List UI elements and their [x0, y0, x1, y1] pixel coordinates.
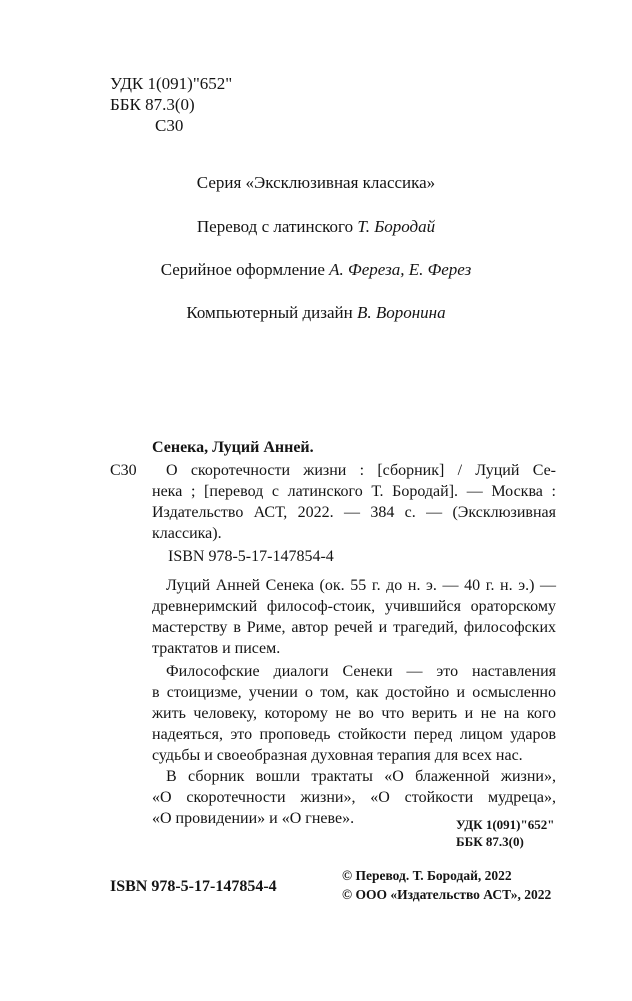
- annotation-line: «О провидении» и «О гневе».: [152, 810, 355, 827]
- series-line: Серия «Эксклюзивная классика»: [196, 173, 436, 192]
- design-line: [0, 259, 632, 280]
- computer-design-label: Компьютерный дизайн: [186, 303, 353, 322]
- annotation-line: В сборник вошли трактаты «О блаженной жизни»,: [166, 768, 556, 785]
- annotation-paragraph-1: [152, 575, 556, 659]
- footer-bbk-code: ББК 87.3(0): [456, 834, 524, 849]
- annotation-paragraph-2: [152, 661, 556, 766]
- catalog-mark: С30: [110, 462, 137, 479]
- copyright-publisher: © ООО «Издательство АСТ», 2022: [342, 887, 552, 902]
- translator-name: Т. Бородай: [357, 217, 436, 236]
- catalog-heading: Сенека, Луций Анней.: [152, 439, 314, 456]
- annotation-line: в стоицизме, учении о том, как достойно и осмысленно: [152, 684, 556, 701]
- footer-udk-code: УДК 1(091)"652": [456, 817, 555, 832]
- designer-names: А. Фереза, Е. Ферез: [329, 260, 472, 279]
- annotation-line: трактатов и писем.: [152, 640, 281, 657]
- catalog-isbn: ISBN 978-5-17-147854-4: [168, 548, 334, 565]
- annotation-line: Философские диалоги Сенеки — это наставления: [166, 663, 556, 680]
- translation-label: Перевод с латинского: [196, 217, 354, 236]
- catalog-line: классика).: [152, 525, 222, 542]
- translation-line: [0, 216, 632, 237]
- annotation-line: древнеримский философ-стоик, учившийся ораторскому: [152, 598, 556, 615]
- catalog-line: О скоротечности жизни : [сборник] / Луций Се-: [166, 462, 556, 479]
- bbk-code: ББК 87.3(0): [110, 95, 195, 114]
- catalog-description: [152, 460, 556, 544]
- catalog-line: нека ; [перевод с латинского Т. Бородай]. — Москва :: [152, 483, 556, 500]
- computer-design-line: [0, 302, 632, 323]
- annotation-line: мастерству в Риме, автор речей и трагедий, философских: [152, 619, 556, 636]
- design-label: Серийное оформление: [160, 260, 325, 279]
- annotation-line: судьбы и своеобразная духовная терапия для всех нас.: [152, 747, 523, 764]
- bottom-isbn: ISBN 978-5-17-147854-4: [110, 878, 277, 895]
- annotation-line: «О скоротечности жизни», «О стойкости мудреца»,: [152, 789, 556, 806]
- annotation-line: Луций Анней Сенека (ок. 55 г. до н. э. — 40 г. н. э.) —: [166, 577, 556, 594]
- author-mark: С30: [155, 116, 184, 135]
- annotation-line: жить человеку, которому не во что верить и не на кого: [152, 705, 556, 722]
- copyright-translation: © Перевод. Т. Бородай, 2022: [342, 868, 512, 883]
- catalog-line: Издательство АСТ, 2022. — 384 с. — (Эксклюзивная: [152, 504, 556, 521]
- computer-designer-name: В. Воронина: [356, 303, 446, 322]
- annotation-line: надеяться, это проповедь стойкости перед лицом ударов: [152, 726, 556, 743]
- udk-code: УДК 1(091)"652": [110, 74, 233, 93]
